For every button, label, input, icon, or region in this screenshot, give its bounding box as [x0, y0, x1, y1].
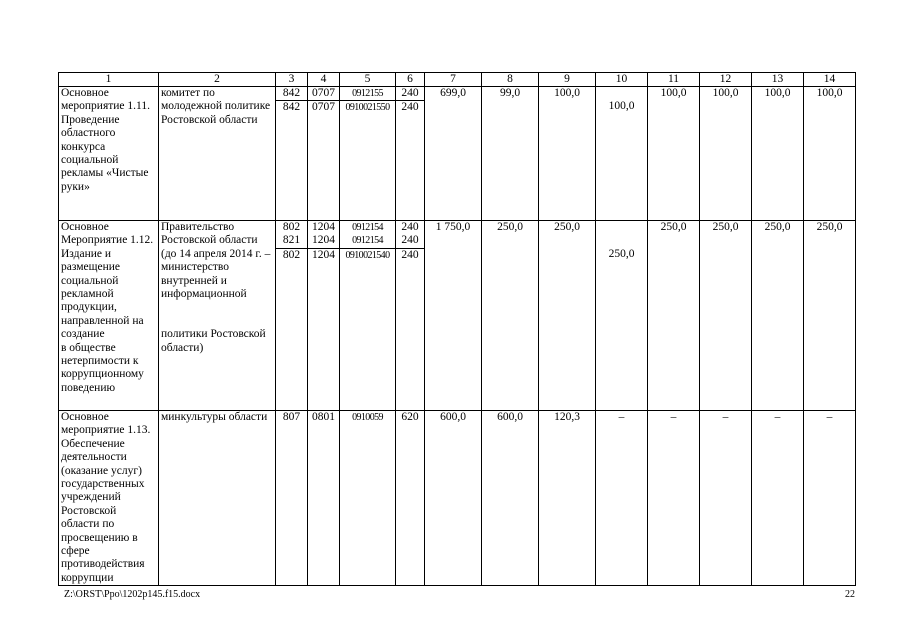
amount-cell: – [648, 411, 700, 586]
amount-cell: 250,0 [648, 221, 700, 411]
expense-type-code: 240 [401, 101, 419, 114]
grbs-cell [276, 87, 308, 221]
amount-cell [596, 221, 648, 411]
expense-type-cell: 620 [396, 411, 425, 586]
executor-cell: минкультуры области [159, 411, 276, 586]
column-header: 9 [539, 73, 596, 87]
table-row [59, 221, 856, 411]
target-item-cell: 0910059 [340, 411, 396, 586]
grbs-code: 802 [282, 221, 301, 233]
budget-table [58, 72, 856, 586]
target-item-cell [340, 221, 396, 411]
amount-cell: 100,0 [539, 87, 596, 221]
section-code: 0707 [312, 101, 335, 114]
expense-type-cell [396, 221, 425, 411]
column-header: 14 [804, 73, 856, 87]
amount-cell: 699,0 [425, 87, 482, 221]
expense-type-code: 240 [401, 248, 419, 261]
amount-cell: 100,0 [700, 87, 752, 221]
column-header: 3 [276, 73, 308, 87]
amount-cell: 250,0 [752, 221, 804, 411]
grbs-code: 842 [282, 101, 301, 114]
amount-cell: – [596, 411, 648, 586]
page-number: 22 [845, 589, 855, 600]
section-code: 1204 [312, 221, 335, 233]
section-code: 0707 [308, 87, 339, 101]
section-cell [308, 221, 340, 411]
document-path: Z:\ORST\Ppo\1202p145.f15.docx [64, 589, 201, 600]
section-code: 1204 [308, 234, 339, 248]
grbs-cell [276, 221, 308, 411]
target-item-code: 0912155 [340, 87, 395, 101]
column-header: 5 [340, 73, 396, 87]
amount-cell [596, 87, 648, 221]
amount-cell: – [804, 411, 856, 586]
measure-cell: Основное мероприятие 1.11. Проведение областного конкурса социальной рекламы «Чистые руки» [59, 87, 159, 221]
section-cell [308, 87, 340, 221]
table-row [59, 87, 856, 221]
amount-cell: 99,0 [482, 87, 539, 221]
header-row [59, 73, 856, 87]
measure-text: Основное Мероприятие 1.12. Издание и размещение социальной рекламной продукции, направленной на создание [61, 221, 154, 341]
amount-value: 100,0 [608, 100, 635, 113]
measure-cell [59, 221, 159, 411]
amount-cell: – [752, 411, 804, 586]
expense-type-code: 240 [401, 221, 419, 233]
column-header: 12 [700, 73, 752, 87]
amount-cell: 120,3 [539, 411, 596, 586]
amount-cell: 100,0 [648, 87, 700, 221]
column-header: 4 [308, 73, 340, 87]
expense-type-code: 240 [396, 87, 424, 101]
executor-text: Правительство Ростовской области (до 14 апреля 2014 г. – министерство внутренней и информационной [161, 221, 271, 301]
table-row [59, 411, 856, 586]
grbs-code: 821 [276, 234, 307, 248]
section-cell: 0801 [308, 411, 340, 586]
target-item-cell [340, 87, 396, 221]
column-header: 13 [752, 73, 804, 87]
expense-type-cell [396, 87, 425, 221]
executor-cell: комитет по молодежной политике Ростовской области [159, 87, 276, 221]
column-header: 8 [482, 73, 539, 87]
grbs-cell: 807 [276, 411, 308, 586]
executor-text: политики Ростовской области) [161, 328, 266, 354]
column-header: 2 [159, 73, 276, 87]
amount-cell: – [700, 411, 752, 586]
grbs-code: 802 [282, 248, 301, 261]
expense-type-code: 240 [396, 234, 424, 248]
amount-cell: 100,0 [752, 87, 804, 221]
target-item-code: 0910021550 [345, 102, 390, 114]
executor-cell [159, 221, 276, 411]
target-item-code: 0910021540 [345, 249, 390, 261]
measure-cell: Основное мероприятие 1.13. Обеспечение деятельности (оказание услуг) государственных учреждений Ростовской области по просвещению в сфере противодействия коррупции [59, 411, 159, 586]
column-header: 7 [425, 73, 482, 87]
amount-value: 250,0 [608, 247, 635, 260]
amount-cell: 250,0 [482, 221, 539, 411]
amount-cell: 600,0 [425, 411, 482, 586]
measure-text: в обществе нетерпимости к коррупционному поведению [61, 341, 144, 394]
column-header: 6 [396, 73, 425, 87]
column-header: 11 [648, 73, 700, 87]
target-item-code: 0912154 [352, 222, 383, 233]
amount-cell: 100,0 [804, 87, 856, 221]
grbs-code: 842 [276, 87, 307, 101]
amount-cell: 600,0 [482, 411, 539, 586]
amount-cell: 250,0 [539, 221, 596, 411]
section-code: 1204 [312, 248, 335, 261]
column-header: 10 [596, 73, 648, 87]
column-header: 1 [59, 73, 159, 87]
amount-cell: 250,0 [804, 221, 856, 411]
target-item-code: 0912154 [340, 234, 395, 248]
amount-cell: 1 750,0 [425, 221, 482, 411]
amount-cell: 250,0 [700, 221, 752, 411]
